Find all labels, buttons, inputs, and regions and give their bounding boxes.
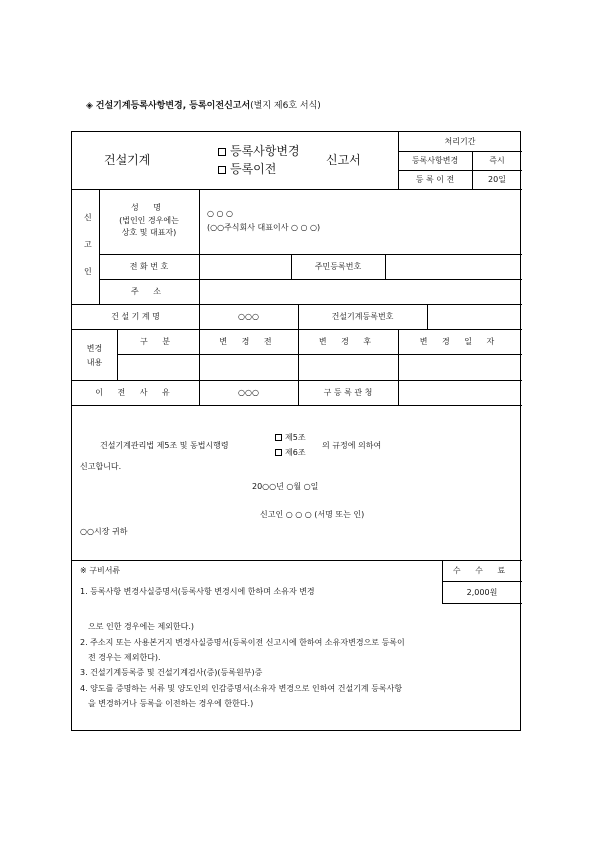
signer-line[interactable]: 신고인 ○ ○ ○ (서명 또는 인) bbox=[260, 510, 365, 519]
previous-office-label: 구 등 록 관 청 bbox=[323, 388, 373, 397]
col-category: 구 분 bbox=[140, 337, 176, 346]
col-after: 변 경 후 bbox=[318, 337, 378, 346]
fee-value: 2,000원 bbox=[466, 588, 498, 597]
form-name: 건설기계 bbox=[104, 153, 151, 167]
article5-option: 제5조 bbox=[275, 434, 306, 442]
document-item: 3. 건설기계등록증 및 건설기계검사(증)(등록원부)증 bbox=[80, 668, 263, 677]
processing-value-transfer: 20일 bbox=[488, 175, 506, 184]
declaration-text: 의 규정에 의하여 bbox=[322, 441, 382, 450]
checkbox-icon[interactable] bbox=[218, 148, 226, 156]
resident-id-label: 주민등록번호 bbox=[314, 262, 362, 271]
checkbox-icon[interactable] bbox=[275, 434, 282, 441]
document-item: 전 경우는 제외한다). bbox=[88, 653, 161, 662]
form-ref: (별지 제6호 서식) bbox=[250, 101, 321, 111]
diamond-icon: ◈ bbox=[86, 101, 93, 111]
company-name-value[interactable]: (○○주식회사 대표이사 ○ ○ ○) bbox=[207, 223, 321, 232]
declaration-text: 건설기계관리법 제5조 및 동법시행령 bbox=[100, 441, 229, 450]
form-header bbox=[86, 98, 321, 111]
processing-label-change: 등록사항변경 bbox=[411, 156, 459, 165]
name-value[interactable]: ○ ○ ○ bbox=[207, 209, 234, 218]
machine-reg-label: 건설기계등록번호 bbox=[331, 312, 394, 321]
article6-option: 제6조 bbox=[275, 449, 306, 457]
machine-name-value[interactable]: ○○○ bbox=[238, 312, 259, 321]
change-before-cell[interactable] bbox=[200, 355, 297, 379]
declaration-text: 신고합니다. bbox=[80, 462, 122, 471]
checkbox-icon[interactable] bbox=[218, 166, 226, 174]
document-item: 1. 등록사항 변경사실증명서(등록사항 변경시에 한하며 소유자 변경 bbox=[80, 587, 315, 596]
machine-name-label: 건 설 기 계 명 bbox=[111, 312, 160, 321]
transfer-reason-label: 이 전 사 유 bbox=[95, 388, 176, 397]
transfer-reason-value[interactable]: ○○○ bbox=[238, 388, 259, 397]
change-section-label: 변경 bbox=[86, 344, 103, 353]
processing-label-transfer: 등 록 이 전 bbox=[415, 175, 455, 184]
documents-header: ※ 구비서류 bbox=[80, 566, 121, 575]
form-frame bbox=[71, 131, 521, 731]
checkbox-icon[interactable] bbox=[275, 449, 282, 456]
document-item: 으로 인한 경우에는 제외한다.) bbox=[88, 622, 195, 631]
change-date-cell[interactable] bbox=[399, 355, 521, 379]
change-section-label: 내용 bbox=[86, 358, 103, 367]
document-item: 2. 주소지 또는 사용본거지 변경사실증명서(등록이전 신고시에 한하여 소유자변경으로 등록이 bbox=[80, 638, 405, 647]
name-label: 성 명 bbox=[131, 203, 167, 212]
processing-period-header: 처리기간 bbox=[444, 137, 476, 146]
recipient: ○○시장 귀하 bbox=[80, 527, 128, 536]
fee-label: 수 수 료 bbox=[452, 566, 512, 575]
address-label: 주 소 bbox=[131, 287, 167, 296]
applicant-section-char: 고 bbox=[84, 240, 92, 249]
document-item: 을 변경하거나 등록을 이전하는 경우에 한한다.) bbox=[88, 699, 254, 708]
option-registration-transfer: 등록이전 bbox=[218, 163, 276, 175]
name-sublabel: (법인인 경우에는 bbox=[119, 216, 179, 225]
change-category-cell[interactable] bbox=[118, 355, 198, 379]
document-item: 4. 양도를 증명하는 서류 및 양도인의 인감증명서(소유자 변경으로 인하여 건설기계 등록사항 bbox=[80, 684, 403, 693]
applicant-section-char: 신 bbox=[84, 213, 92, 222]
form-suffix: 신고서 bbox=[326, 153, 361, 167]
col-before: 변 경 전 bbox=[219, 337, 278, 346]
name-sublabel: 상호 및 대표자) bbox=[121, 228, 177, 237]
declaration-date[interactable]: 20○○년 ○월 ○일 bbox=[252, 482, 319, 491]
col-change-date: 변 경 일 자 bbox=[419, 337, 501, 346]
option-registration-change: 등록사항변경 bbox=[218, 145, 300, 157]
processing-value-change: 즉시 bbox=[489, 156, 505, 165]
change-after-cell[interactable] bbox=[299, 355, 397, 379]
applicant-section-char: 인 bbox=[84, 267, 92, 276]
form-title: 건설기계등록사항변경, 등록이전신고서 bbox=[95, 101, 251, 111]
phone-label: 전 화 번 호 bbox=[129, 262, 169, 271]
